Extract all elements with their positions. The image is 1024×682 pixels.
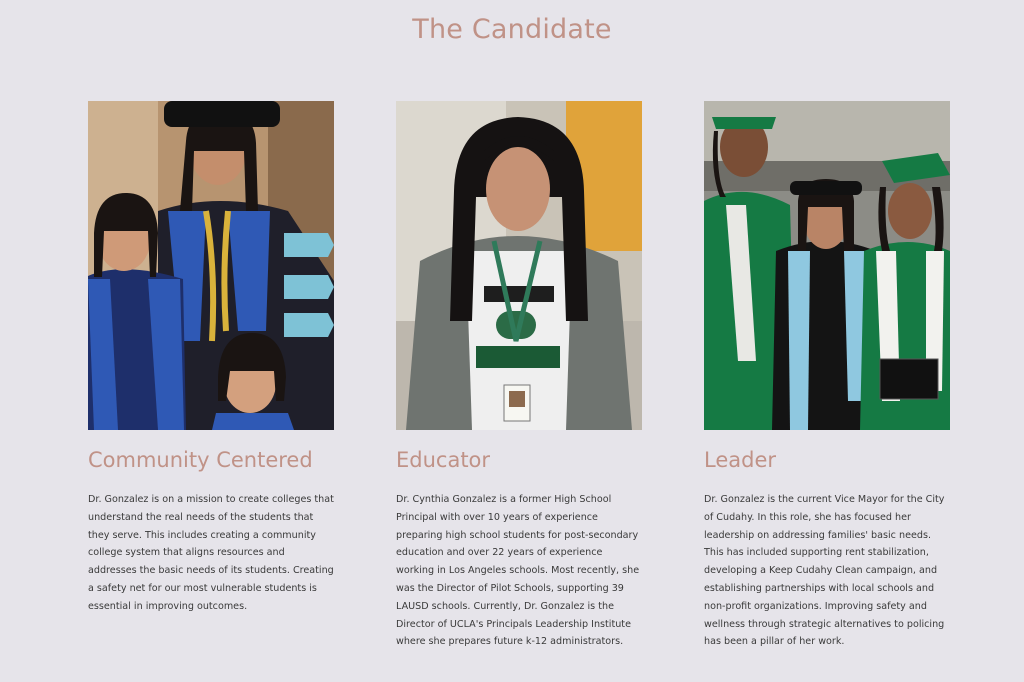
candidate-column-educator	[396, 101, 642, 651]
leader-photo-illustration	[704, 101, 950, 430]
page-title: The Candidate	[412, 14, 612, 45]
educator-photo	[396, 101, 642, 430]
candidate-column-community	[88, 101, 334, 616]
leader-description: Dr. Gonzalez is the current Vice Mayor for the City of Cudahy. In this role, she has focused her leadership on addressing families' basic needs. This has included supporting rent stabilization, developing a Keep Cudahy Clean campaign, and establishing partnerships with local schools and non-profit organizations. Improving safety and wellness through strategic alternatives to policing has been a pillar of her work.	[704, 494, 945, 648]
educator-description: Dr. Cynthia Gonzalez is a former High School Principal with over 10 years of experience preparing high school students for post-secondary education and over 22 years of experience working in Los Angeles schools. Most recently, she was the Director of Pilot Schools, supporting 39 LAUSD schools. Currently, Dr. Gonzalez is the Director of UCLA's Principals Leadership Institute where she prepares future k-12 administrators.	[396, 494, 640, 648]
educator-photo-illustration	[396, 101, 642, 430]
community-heading: Community Centered	[88, 448, 313, 472]
leader-photo	[704, 101, 950, 430]
leader-heading: Leader	[704, 448, 777, 472]
candidate-column-leader	[704, 101, 950, 651]
community-description: Dr. Gonzalez is on a mission to create colleges that understand the real needs of the students that they serve. This includes creating a community college system that aligns resources and addresses the basic needs of its students. Creating a safety net for our most vulnerable students is essential in improving outcomes.	[88, 494, 334, 612]
community-photo	[88, 101, 334, 430]
educator-heading: Educator	[396, 448, 491, 472]
community-photo-illustration	[88, 101, 334, 430]
